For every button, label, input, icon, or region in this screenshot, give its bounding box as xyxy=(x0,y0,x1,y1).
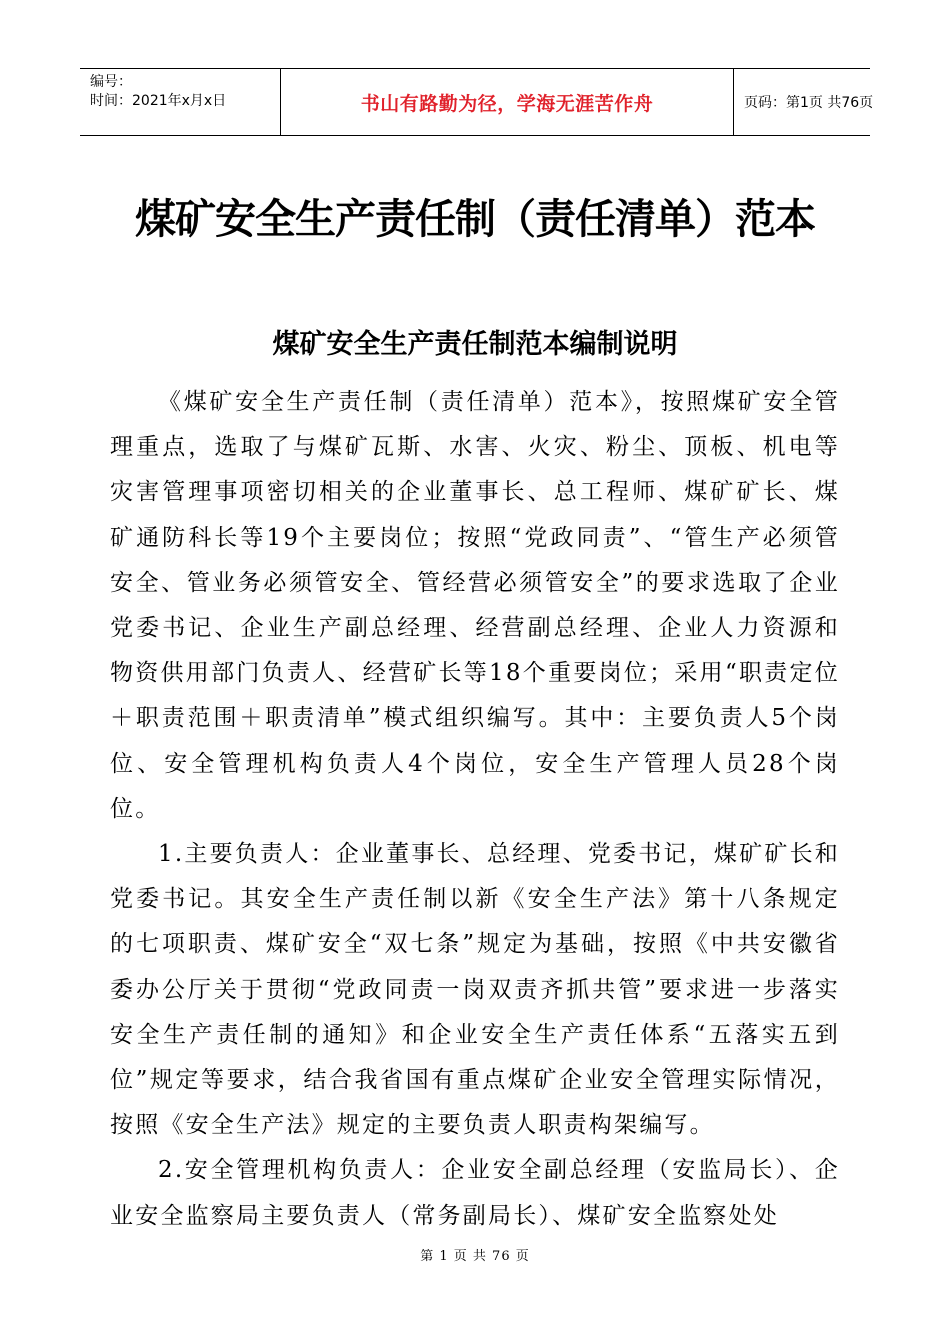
header-page-info: 页码：第1页 共76页 xyxy=(744,95,874,111)
document-body xyxy=(110,380,840,1239)
document-title: 煤矿安全生产责任制（责任清单）范本 xyxy=(135,195,815,243)
header-slogan-cell xyxy=(280,69,734,135)
paragraph-main-responsible: 1.主要负责人：企业董事长、总经理、党委书记，煤矿矿长和党委书记。其安全生产责任制以新《安全生产法》第十八条规定的七项职责、煤矿安全“双七条”规定为基础，按照《中共安徽省委办公厅关于贯彻“党政同责一岗双责齐抓共管”要求进一步落实安全生产责任制的通知》和企业安全生产责任体系“五落实五到位”规定等要求，结合我省国有重点煤矿企业安全管理实际情况，按照《安全生产法》规定的主要负责人职责构架编写。 xyxy=(110,841,840,1139)
header-table xyxy=(80,68,874,136)
document-number-label: 编号： xyxy=(90,74,132,90)
header-slogan: 书山有路勤为径，学海无涯苦作舟 xyxy=(360,92,654,115)
paragraph-safety-management: 2.安全管理机构负责人：企业安全副总经理（安监局长）、企业安全监察局主要负责人（常务副局长）、煤矿安全监察处处 xyxy=(110,1157,840,1229)
header-meta xyxy=(80,69,280,135)
paragraph-intro: 《煤矿安全生产责任制（责任清单）范本》，按照煤矿安全管理重点，选取了与煤矿瓦斯、水害、火灾、粉尘、顶板、机电等灾害管理事项密切相关的企业董事长、总工程师、煤矿矿长、煤矿通防科长等19个主要岗位；按照“党政同责”、“管生产必须管安全、管业务必须管安全、管经营必须管安全”的要求选取了企业党委书记、企业生产副总经理、经营副总经理、企业人力资源和物资供用部门负责人、经营矿长等18个重要岗位；采用“职责定位＋职责范围＋职责清单”模式组织编写。其中：主要负责人5个岗位、安全管理机构负责人4个岗位，安全生产管理人员28个岗位。 xyxy=(110,389,840,822)
page-footer: 第 1 页 共 76 页 xyxy=(420,1249,530,1264)
document-time: 时间：2021年x月x日 xyxy=(90,93,227,109)
document-subtitle: 煤矿安全生产责任制范本编制说明 xyxy=(272,329,678,360)
